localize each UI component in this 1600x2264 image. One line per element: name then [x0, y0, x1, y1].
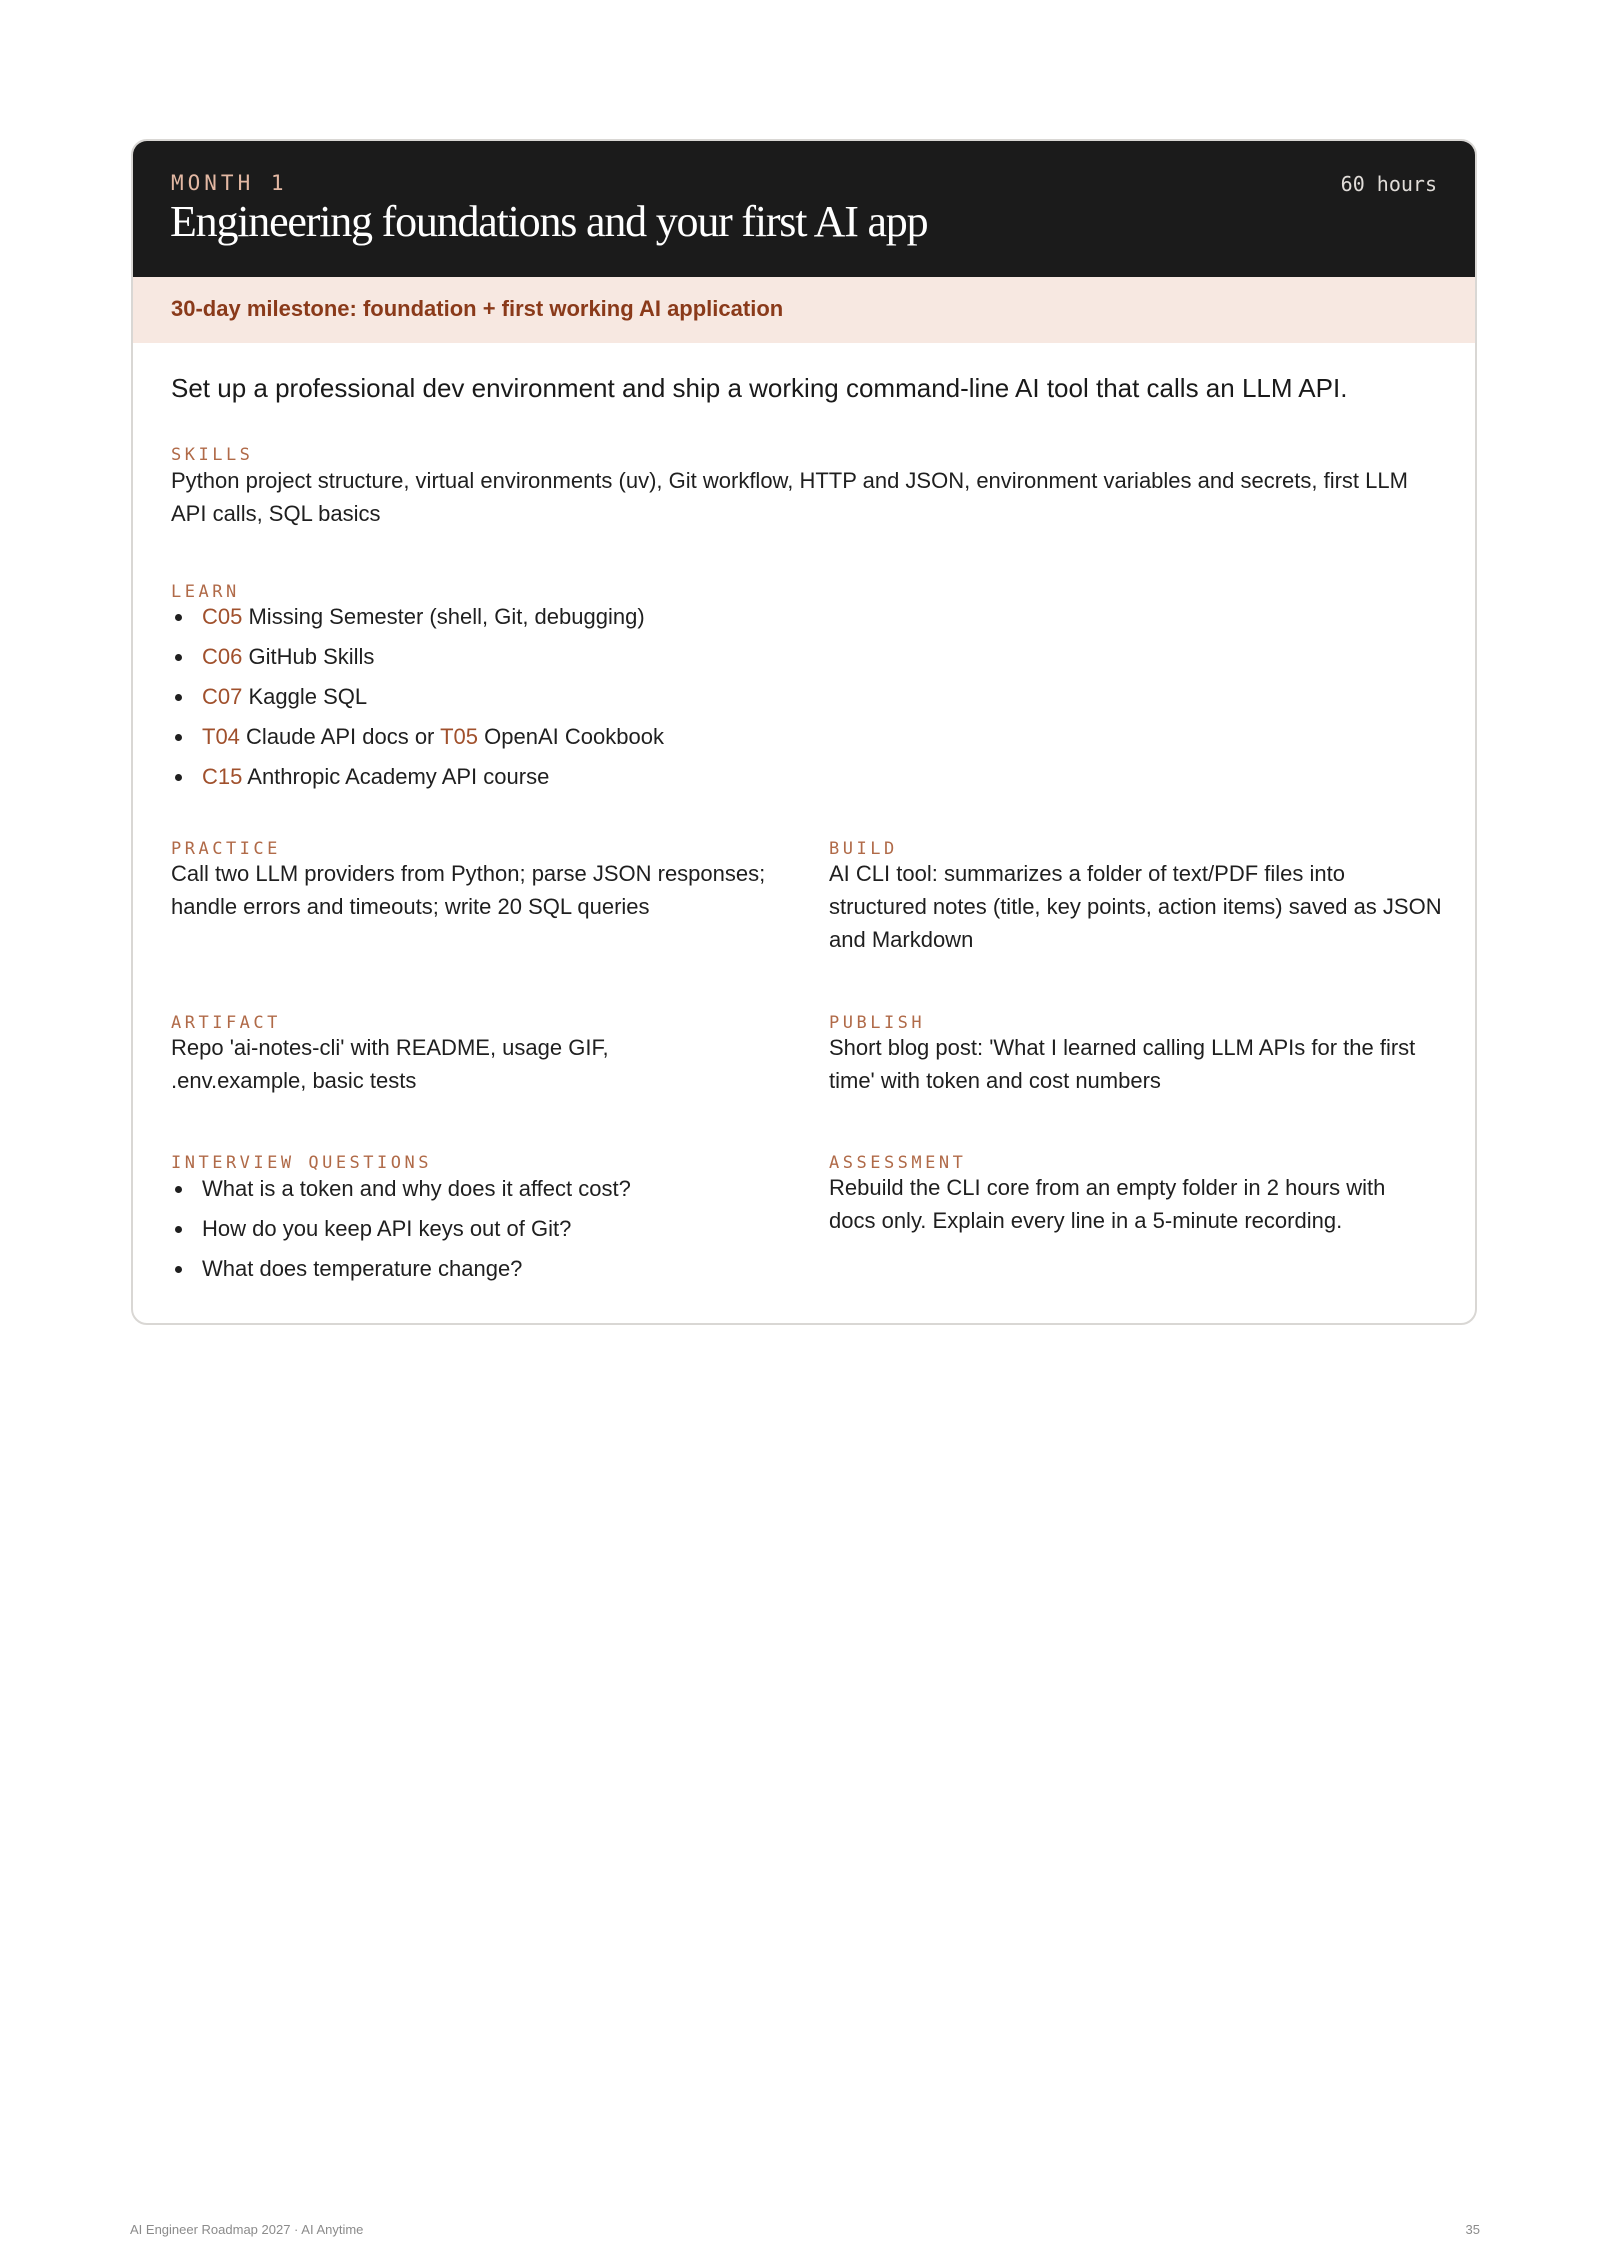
- interview-list: [171, 1169, 631, 1289]
- list-item: [171, 637, 664, 677]
- resource-text: Claude API docs or: [246, 724, 435, 749]
- skills-label: SKILLS: [171, 445, 254, 465]
- resource-text: OpenAI Cookbook: [484, 724, 664, 749]
- interview-label: INTERVIEW QUESTIONS: [171, 1153, 432, 1173]
- resource-text: Anthropic Academy API course: [247, 764, 550, 789]
- publish-text: Short blog post: 'What I learned calling LLM APIs for the first time' with token and cost numbers: [829, 1035, 1416, 1093]
- list-item: What is a token and why does it affect cost?: [171, 1169, 631, 1209]
- resource-text: Missing Semester (shell, Git, debugging): [248, 604, 645, 629]
- list-item: [171, 597, 664, 637]
- list-item: [171, 757, 664, 797]
- resource-code: T05: [440, 724, 479, 749]
- resource-text: GitHub Skills: [248, 644, 375, 669]
- month-label: MONTH 1: [171, 171, 288, 195]
- practice-text: Call two LLM providers from Python; parse JSON responses; handle errors and timeouts; write 20 SQL queries: [171, 861, 766, 919]
- resource-code: C05: [202, 604, 243, 629]
- build-text: AI CLI tool: summarizes a folder of text/PDF files into structured notes (title, key points, action items) saved as JSON and Markdown: [829, 861, 1442, 952]
- learn-list: [171, 597, 664, 797]
- artifact-label: ARTIFACT: [171, 1013, 281, 1033]
- resource-code: C06: [202, 644, 243, 669]
- skills-text: Python project structure, virtual environments (uv), Git workflow, HTTP and JSON, environment variables and secrets, first LLM API calls, SQL basics: [171, 468, 1408, 526]
- summary-text: Set up a professional dev environment and ship a working command-line AI tool that calls an LLM API.: [171, 373, 1348, 403]
- page-number: 35: [1465, 2222, 1480, 2237]
- practice-label: PRACTICE: [171, 839, 281, 859]
- artifact-text: Repo 'ai-notes-cli' with README, usage GIF, .env.example, basic tests: [171, 1035, 609, 1093]
- card-header: [133, 141, 1475, 277]
- footer-title: AI Engineer Roadmap 2027 · AI Anytime: [130, 2222, 364, 2237]
- card-title: Engineering foundations and your first AI app: [170, 197, 928, 246]
- resource-code: C07: [202, 684, 243, 709]
- list-item: How do you keep API keys out of Git?: [171, 1209, 631, 1249]
- hours-label: 60 hours: [1340, 172, 1437, 196]
- list-item: What does temperature change?: [171, 1249, 631, 1289]
- month-card: [131, 139, 1477, 1325]
- milestone-bar: [133, 277, 1475, 343]
- resource-code: C15: [202, 764, 243, 789]
- assessment-label: ASSESSMENT: [829, 1153, 967, 1173]
- publish-label: PUBLISH: [829, 1013, 926, 1033]
- learn-label: LEARN: [171, 582, 240, 602]
- resource-text: Kaggle SQL: [248, 684, 368, 709]
- list-item: [171, 717, 664, 757]
- build-label: BUILD: [829, 839, 898, 859]
- assessment-text: Rebuild the CLI core from an empty folder in 2 hours with docs only. Explain every line in a 5-minute recording.: [829, 1175, 1386, 1233]
- resource-code: T04: [202, 724, 240, 749]
- list-item: [171, 677, 664, 717]
- milestone-text: 30-day milestone: foundation + first working AI application: [171, 296, 784, 321]
